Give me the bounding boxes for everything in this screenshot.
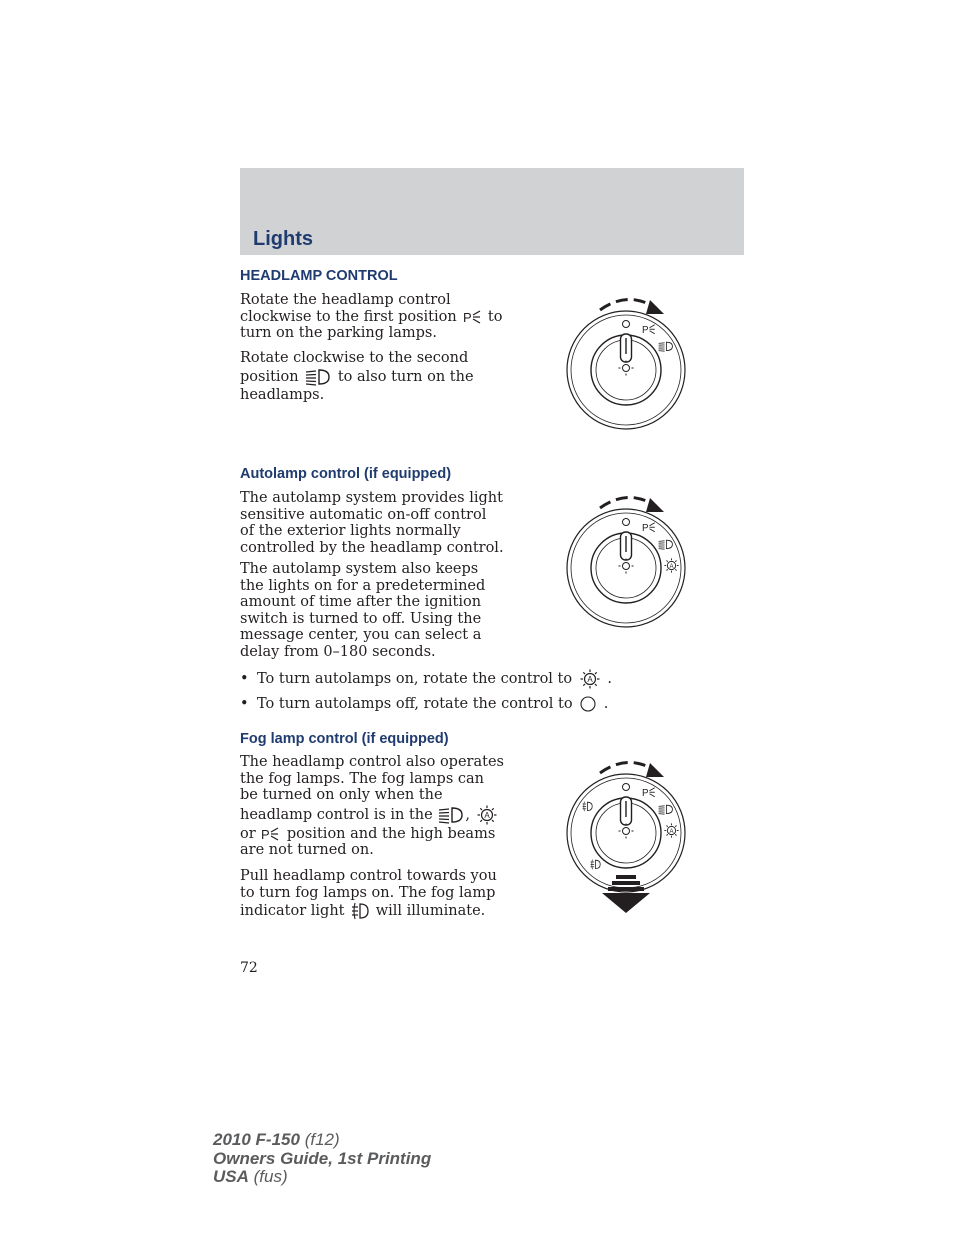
fog-lamp-heading: Fog lamp control (if equipped) <box>240 731 449 747</box>
autolamp-heading: Autolamp control (if equipped) <box>240 466 452 482</box>
document-footer: 2010 F-150 (f12) Owners Guide, 1st Printing USA (fus) <box>213 1130 432 1186</box>
fog-lamp-icon <box>349 901 371 921</box>
parking-lamp-icon <box>260 826 282 842</box>
fog-lamp-paragraph-1: The headlamp control also operates the fog lamps. The fog lamps can be turned on only when the headlamp control is in the , or position and the high beams are not turned on. <box>240 754 504 858</box>
off-circle-icon <box>577 695 599 713</box>
headlamp-paragraph-2: Rotate clockwise to the second position to also turn on the headlamps. <box>240 350 474 403</box>
headlamp-paragraph-1: Rotate the headlamp control clockwise to the first position to turn on the parking lamps. <box>240 292 503 341</box>
autolamp-on-bullet: • To turn autolamps on, rotate the control to . <box>240 668 612 690</box>
autolamp-paragraph-1: The autolamp system provides light sensitive automatic on-off control of the exterior lights normally controlled by the headlamp control. <box>240 490 504 556</box>
headlamp-control-heading: HEADLAMP CONTROL <box>240 268 398 284</box>
chapter-title: Lights <box>253 228 313 250</box>
fog-lamp-paragraph-2: Pull headlamp control towards you to turn fog lamps on. The fog lamp indicator light will illuminate. <box>240 868 497 919</box>
section-header <box>240 168 744 255</box>
autolamp-icon <box>577 668 603 690</box>
autolamp-dial-figure <box>560 490 692 632</box>
autolamp-paragraph-2: The autolamp system also keeps the lights on for a predetermined amount of time after the ignition switch is turned to off. Using the message center, you can select a delay from 0–180 seconds. <box>240 561 486 660</box>
autolamp-icon <box>475 804 499 826</box>
headlamp-icon <box>437 805 465 825</box>
headlamp-dial-figure <box>560 292 692 434</box>
parking-lamp-icon <box>461 309 483 325</box>
fog-lamp-dial-figure <box>560 755 692 917</box>
page-number: 72 <box>240 960 258 976</box>
autolamp-off-bullet: • To turn autolamps off, rotate the control to . <box>240 696 609 712</box>
headlamp-icon <box>303 367 333 387</box>
